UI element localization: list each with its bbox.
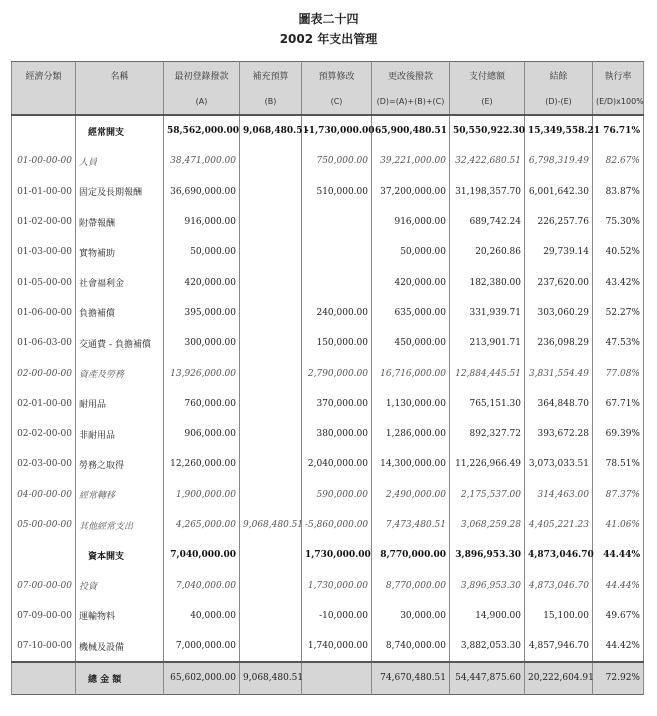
cell-a: 50,000.00 (164, 237, 240, 267)
cell-name: 附帶報酬 (76, 207, 164, 237)
cell-e: 182,380.00 (450, 267, 525, 297)
cell-c: 590,000.00 (302, 480, 372, 510)
cell-code: 01-06-00-00 (12, 298, 76, 328)
cell-rate: 44.44% (593, 570, 644, 600)
table-row (12, 631, 644, 662)
cell-name: 社會福利金 (76, 267, 164, 297)
cell-name: 總 金 額 (76, 662, 164, 694)
table-row (12, 480, 644, 510)
cell-a: 4,265,000.00 (164, 510, 240, 540)
cell-c: -10,000.00 (302, 601, 372, 631)
cell-c: 2,790,000.00 (302, 358, 372, 388)
cell-rate: 76.71% (593, 115, 644, 146)
cell-name: 交通費 - 負擔補償 (76, 328, 164, 358)
cell-rate: 44.44% (593, 540, 644, 570)
cell-a: 906,000.00 (164, 419, 240, 449)
cell-rate: 47.53% (593, 328, 644, 358)
cell-a: 7,000,000.00 (164, 631, 240, 662)
cell-c: 1,740,000.00 (302, 631, 372, 662)
col-header-supplement: 補充預算 (240, 62, 302, 89)
cell-d: 65,900,480.51 (372, 115, 450, 146)
cell-e: 3,882,053.30 (450, 631, 525, 662)
cell-bal: 15,349,558.21 (525, 115, 593, 146)
cell-a: 420,000.00 (164, 267, 240, 297)
cell-bal: 6,001,642.30 (525, 177, 593, 207)
cell-rate: 43.42% (593, 267, 644, 297)
cell-b (240, 298, 302, 328)
cell-rate: 87.37% (593, 480, 644, 510)
col-header-paid: 支付總額 (450, 62, 525, 89)
cell-code: 01-00-00-00 (12, 146, 76, 176)
col-note: (B) (240, 88, 302, 115)
cell-name: 投資 (76, 570, 164, 600)
cell-code (12, 115, 76, 146)
cell-name: 經常轉移 (76, 480, 164, 510)
cell-d: 8,770,000.00 (372, 540, 450, 570)
cell-rate: 44.42% (593, 631, 644, 662)
cell-bal: 364,848.70 (525, 389, 593, 419)
cell-e: 892,327.72 (450, 419, 525, 449)
col-header-category: 經濟分類 (12, 62, 76, 89)
cell-code: 02-03-00-00 (12, 449, 76, 479)
cell-code: 04-00-00-00 (12, 480, 76, 510)
col-note: (D)-(E) (525, 88, 593, 115)
cell-bal: 15,100.00 (525, 601, 593, 631)
cell-code: 05-00-00-00 (12, 510, 76, 540)
cell-rate: 72.92% (593, 662, 644, 694)
cell-b (240, 601, 302, 631)
cell-d: 39,221,000.00 (372, 146, 450, 176)
cell-a: 40,000.00 (164, 601, 240, 631)
cell-bal: 4,873,046.70 (525, 540, 593, 570)
cell-name: 其他經常支出 (76, 510, 164, 540)
cell-code: 02-00-00-00 (12, 358, 76, 388)
cell-c: 1,730,000.00 (302, 540, 372, 570)
col-note: (E/D)x100% (593, 88, 644, 115)
table-row (12, 298, 644, 328)
cell-b (240, 358, 302, 388)
cell-e: 12,884,445.51 (450, 358, 525, 388)
cell-name: 資產及勞務 (76, 358, 164, 388)
cell-e: 2,175,537.00 (450, 480, 525, 510)
cell-a: 12,260,000.00 (164, 449, 240, 479)
cell-a: 7,040,000.00 (164, 570, 240, 600)
cell-d: 37,200,000.00 (372, 177, 450, 207)
cell-rate: 78.51% (593, 449, 644, 479)
cell-a: 916,000.00 (164, 207, 240, 237)
cell-code (12, 662, 76, 694)
cell-name: 機械及設備 (76, 631, 164, 662)
cell-d: 1,130,000.00 (372, 389, 450, 419)
cell-c (302, 267, 372, 297)
table-row (12, 207, 644, 237)
table-row (12, 237, 644, 267)
cell-b (240, 146, 302, 176)
col-header-revised: 更改後撥款 (372, 62, 450, 89)
cell-code: 02-02-00-00 (12, 419, 76, 449)
cell-bal: 4,405,221.23 (525, 510, 593, 540)
cell-code: 07-00-00-00 (12, 570, 76, 600)
cell-name: 人員 (76, 146, 164, 176)
cell-c: 240,000.00 (302, 298, 372, 328)
table-row (12, 510, 644, 540)
cell-e: 3,068,259.28 (450, 510, 525, 540)
cell-bal: 3,831,554.49 (525, 358, 593, 388)
cell-c (302, 662, 372, 694)
cell-bal: 226,257.76 (525, 207, 593, 237)
table-subtitle: 2002 年支出管理 (279, 32, 378, 46)
cell-rate: 41.06% (593, 510, 644, 540)
cell-a: 36,690,000.00 (164, 177, 240, 207)
cell-c: 510,000.00 (302, 177, 372, 207)
table-row (12, 115, 644, 146)
cell-a: 395,000.00 (164, 298, 240, 328)
cell-d: 16,716,000.00 (372, 358, 450, 388)
cell-rate: 75.30% (593, 207, 644, 237)
table-row (12, 146, 644, 176)
col-note: (D)=(A)+(B)+(C) (372, 88, 450, 115)
cell-a: 300,000.00 (164, 328, 240, 358)
cell-code (12, 540, 76, 570)
table-row (12, 328, 644, 358)
cell-rate: 83.87% (593, 177, 644, 207)
table-row (12, 540, 644, 570)
cell-code: 01-03-00-00 (12, 237, 76, 267)
cell-a: 7,040,000.00 (164, 540, 240, 570)
col-header-revision: 預算修改 (302, 62, 372, 89)
cell-bal: 4,873,046.70 (525, 570, 593, 600)
cell-name: 固定及長期報酬 (76, 177, 164, 207)
table-row (12, 177, 644, 207)
cell-code: 01-05-00-00 (12, 267, 76, 297)
cell-d: 635,000.00 (372, 298, 450, 328)
col-header-rate: 執行率 (593, 62, 644, 89)
cell-e: 20,260.86 (450, 237, 525, 267)
cell-e: 50,550,922.30 (450, 115, 525, 146)
cell-d: 30,000.00 (372, 601, 450, 631)
cell-d: 916,000.00 (372, 207, 450, 237)
col-note: (C) (302, 88, 372, 115)
table-row (12, 267, 644, 297)
col-note (76, 88, 164, 115)
cell-code: 01-01-00-00 (12, 177, 76, 207)
cell-d: 2,490,000.00 (372, 480, 450, 510)
cell-e: 689,742.24 (450, 207, 525, 237)
cell-b: 9,068,480.51 (240, 662, 302, 694)
cell-b (240, 389, 302, 419)
cell-b (240, 419, 302, 449)
cell-b (240, 480, 302, 510)
table-row (12, 449, 644, 479)
cell-code: 02-01-00-00 (12, 389, 76, 419)
cell-c (302, 207, 372, 237)
cell-b (240, 237, 302, 267)
cell-d: 8,770,000.00 (372, 570, 450, 600)
cell-c: 150,000.00 (302, 328, 372, 358)
cell-bal: 6,798,319.49 (525, 146, 593, 176)
cell-rate: 77.08% (593, 358, 644, 388)
cell-rate: 69.39% (593, 419, 644, 449)
cell-a: 58,562,000.00 (164, 115, 240, 146)
cell-c: 1,730,000.00 (302, 570, 372, 600)
figure-title: 圖表二十四 (298, 12, 359, 26)
cell-e: 3,896,953.30 (450, 570, 525, 600)
cell-rate: 82.67% (593, 146, 644, 176)
cell-name: 勞務之取得 (76, 449, 164, 479)
col-header-name: 名稱 (76, 62, 164, 89)
cell-d: 50,000.00 (372, 237, 450, 267)
cell-e: 331,939.71 (450, 298, 525, 328)
cell-bal: 29,739.14 (525, 237, 593, 267)
cell-bal: 303,060.29 (525, 298, 593, 328)
cell-c: -5,860,000.00 (302, 510, 372, 540)
cell-rate: 40.52% (593, 237, 644, 267)
cell-b (240, 267, 302, 297)
cell-name: 資本開支 (76, 540, 164, 570)
cell-a: 13,926,000.00 (164, 358, 240, 388)
cell-code: 07-09-00-00 (12, 601, 76, 631)
expenditure-table (11, 61, 644, 695)
cell-b: 9,068,480.51 (240, 115, 302, 146)
cell-rate: 49.67% (593, 601, 644, 631)
cell-c: 750,000.00 (302, 146, 372, 176)
table-row (12, 601, 644, 631)
total-row (12, 662, 644, 694)
cell-d: 7,473,480.51 (372, 510, 450, 540)
cell-a: 65,602,000.00 (164, 662, 240, 694)
cell-d: 14,300,000.00 (372, 449, 450, 479)
cell-bal: 393,672.28 (525, 419, 593, 449)
cell-b (240, 570, 302, 600)
cell-name: 實物補助 (76, 237, 164, 267)
table-row (12, 419, 644, 449)
cell-c: 370,000.00 (302, 389, 372, 419)
cell-d: 74,670,480.51 (372, 662, 450, 694)
col-header-initial: 最初登錄撥款 (164, 62, 240, 89)
cell-c: 2,040,000.00 (302, 449, 372, 479)
col-note: (A) (164, 88, 240, 115)
cell-e: 213,901.71 (450, 328, 525, 358)
cell-c (302, 237, 372, 267)
cell-e: 31,198,357.70 (450, 177, 525, 207)
cell-c: 380,000.00 (302, 419, 372, 449)
cell-bal: 3,073,033.51 (525, 449, 593, 479)
cell-e: 54,447,875.60 (450, 662, 525, 694)
cell-bal: 237,620.00 (525, 267, 593, 297)
cell-e: 14,900.00 (450, 601, 525, 631)
cell-code: 01-02-00-00 (12, 207, 76, 237)
cell-code: 07-10-00-00 (12, 631, 76, 662)
col-note: (E) (450, 88, 525, 115)
cell-rate: 52.27% (593, 298, 644, 328)
cell-e: 11,226,966.49 (450, 449, 525, 479)
cell-b (240, 177, 302, 207)
table-row (12, 389, 644, 419)
cell-a: 1,900,000.00 (164, 480, 240, 510)
cell-c: -1,730,000.00 (302, 115, 372, 146)
cell-rate: 67.71% (593, 389, 644, 419)
cell-d: 420,000.00 (372, 267, 450, 297)
col-note (12, 88, 76, 115)
table-row (12, 358, 644, 388)
cell-b (240, 449, 302, 479)
cell-d: 1,286,000.00 (372, 419, 450, 449)
cell-name: 非耐用品 (76, 419, 164, 449)
cell-name: 經常開支 (76, 115, 164, 146)
cell-e: 765,151.30 (450, 389, 525, 419)
cell-b: 9,068,480.51 (240, 510, 302, 540)
cell-bal: 314,463.00 (525, 480, 593, 510)
cell-b (240, 631, 302, 662)
cell-b (240, 328, 302, 358)
cell-bal: 20,222,604.91 (525, 662, 593, 694)
cell-bal: 4,857,946.70 (525, 631, 593, 662)
table-row (12, 570, 644, 600)
cell-name: 運輸物料 (76, 601, 164, 631)
cell-name: 耐用品 (76, 389, 164, 419)
cell-a: 760,000.00 (164, 389, 240, 419)
col-header-balance: 結餘 (525, 62, 593, 89)
cell-d: 8,740,000.00 (372, 631, 450, 662)
cell-code: 01-06-03-00 (12, 328, 76, 358)
cell-e: 3,896,953.30 (450, 540, 525, 570)
cell-bal: 236,098.29 (525, 328, 593, 358)
cell-b (240, 207, 302, 237)
cell-a: 38,471,000.00 (164, 146, 240, 176)
cell-b (240, 540, 302, 570)
cell-d: 450,000.00 (372, 328, 450, 358)
cell-e: 32,422,680.51 (450, 146, 525, 176)
cell-name: 負擔補償 (76, 298, 164, 328)
